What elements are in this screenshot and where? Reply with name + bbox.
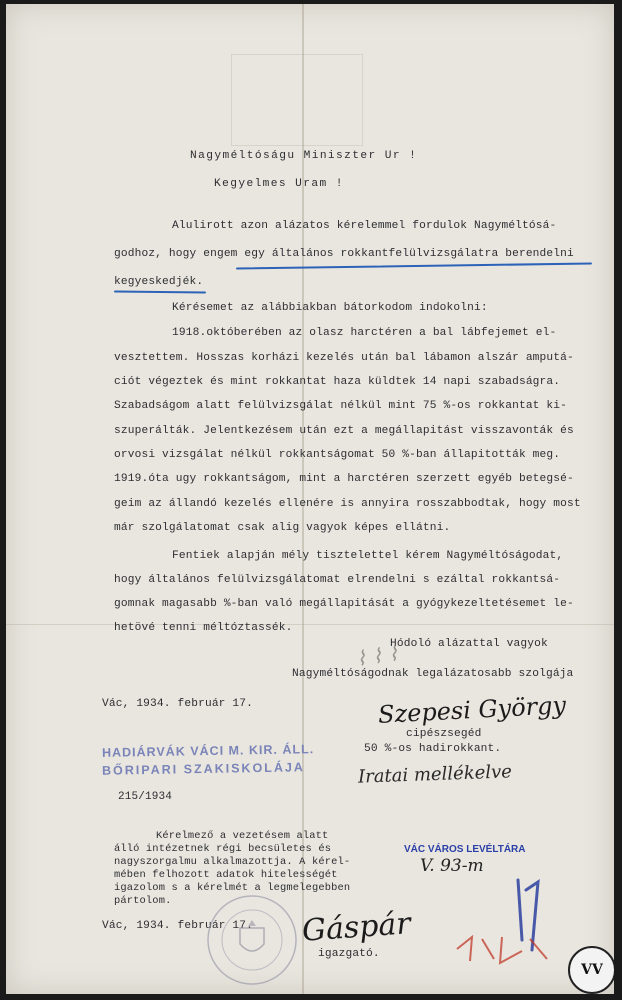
letter-place-date: Vác, 1934. február 17. — [102, 698, 253, 710]
sender-title-2: 50 %-os hadirokkant. — [364, 743, 502, 755]
document-page — [6, 4, 614, 994]
archive-stamp-label: VÁC VÁROS LEVÉLTÁRA — [404, 844, 526, 855]
handwritten-note: Iratai mellékelve — [357, 761, 513, 788]
endorsement-line-6: pártolom. — [114, 895, 172, 907]
paragraph-2-line-8: 1919.óta ugy rokkantságom, mint a harctéren szerzett egyéb betegsé- — [114, 473, 574, 485]
endorsement-role: igazgató. — [318, 948, 380, 960]
round-official-seal — [204, 892, 300, 988]
endorsement-line-3: nagyszorgalmu alkalmazottja. A kérel- — [114, 856, 351, 868]
blue-pencil-underline-2 — [114, 291, 206, 294]
faded-stamp-impression — [231, 54, 363, 146]
closing-line-2: Nagyméltóságodnak legalázatosabb szolgája — [292, 668, 574, 680]
salutation-line-2: Kegyelmes Uram ! — [214, 178, 344, 190]
paragraph-1-line-1: Alulirott azon alázatos kérelemmel fordulok Nagyméltósá- — [172, 220, 557, 232]
director-signature: Gáspár — [300, 906, 412, 949]
endorsement-line-4: mében felhozott adatok hitelességét — [114, 869, 338, 881]
paragraph-1-line-2: godhoz, hogy engem egy általános rokkantfelülvizsgálatra berendelni — [114, 248, 574, 260]
paragraph-2-line-1: Kérésemet az alábbiakban bátorkodom indokolni: — [172, 302, 488, 314]
paragraph-2-line-6: szuperálták. Jelentkezésem után ezt a megállapitást visszavonták és — [114, 425, 574, 437]
archive-logo — [568, 946, 614, 994]
paragraph-3-line-4: hetövé tenni méltóztassék. — [114, 622, 293, 634]
sender-title-1: cipészsegéd — [406, 728, 482, 740]
paragraph-2-line-9: geim az állandó kezelés ellenére is annyira rosszabbodtak, hogy most — [114, 498, 581, 510]
handwritten-signature: Szepesi György — [377, 691, 567, 729]
paragraph-1-line-3: kegyeskedjék. — [114, 276, 204, 288]
archive-logo-text: VV — [581, 962, 603, 978]
paragraph-2-line-2: 1918.októberében az olasz harctéren a bal lábfejemet el- — [172, 327, 557, 339]
red-crayon-mark — [452, 929, 552, 969]
pencil-marginalia: ⌇ ⌇ ⌇ — [354, 641, 400, 671]
endorsement-line-1: Kérelmező a vezetésem alatt — [156, 830, 329, 842]
endorsement-line-2: álló intézetnek régi becsületes és — [114, 843, 332, 855]
paragraph-2-line-7: orvosi vizsgálat nélkül rokkantságomat 50 %-ban állapitották meg. — [114, 449, 561, 461]
endorsement-line-5: igazolom s a kérelmét a legmelegebben — [114, 882, 351, 894]
paragraph-3-line-1: Fentiek alapján mély tisztelettel kérem Nagyméltóságodat, — [172, 550, 564, 562]
paragraph-2-line-10: már szolgálatomat csak alig vagyok képes ellátni. — [114, 522, 451, 534]
horizontal-fold-crease — [6, 624, 614, 625]
paragraph-3-line-3: gomnak magasabb %-ban való megállapitását a gyógykezeltetésemet le- — [114, 598, 574, 610]
endorsement-file-number: 215/1934 — [118, 791, 173, 803]
salutation-line-1: Nagyméltóságu Miniszter Ur ! — [190, 150, 418, 162]
institution-stamp-line-1: HADIÁRVÁK VÁCI M. KIR. ÁLL. — [101, 742, 315, 760]
paragraph-2-line-3: vesztettem. Hosszas korházi kezelés után bal lábamon alszár amputá- — [114, 352, 574, 364]
paragraph-2-line-4: ciót végeztek és mint rokkantat haza küldtek 14 napi szabadságra. — [114, 376, 561, 388]
paragraph-2-line-5: Szabadságom alatt felülvizsgálat nélkül mint 75 %-os rokkantat ki- — [114, 400, 567, 412]
endorsement-place-date: Vác, 1934. február 17. — [102, 920, 253, 932]
closing-line-1: Hódoló alázattal vagyok — [390, 638, 548, 650]
paragraph-3-line-2: hogy általános felülvizsgálatomat elrendelni s ezáltal rokkantsá- — [114, 574, 561, 586]
institution-stamp-line-2: BŐRIPARI SZAKISKOLÁJA — [101, 760, 305, 778]
archive-reference: V. 93-m — [420, 856, 484, 876]
blue-pencil-underline — [236, 263, 592, 270]
